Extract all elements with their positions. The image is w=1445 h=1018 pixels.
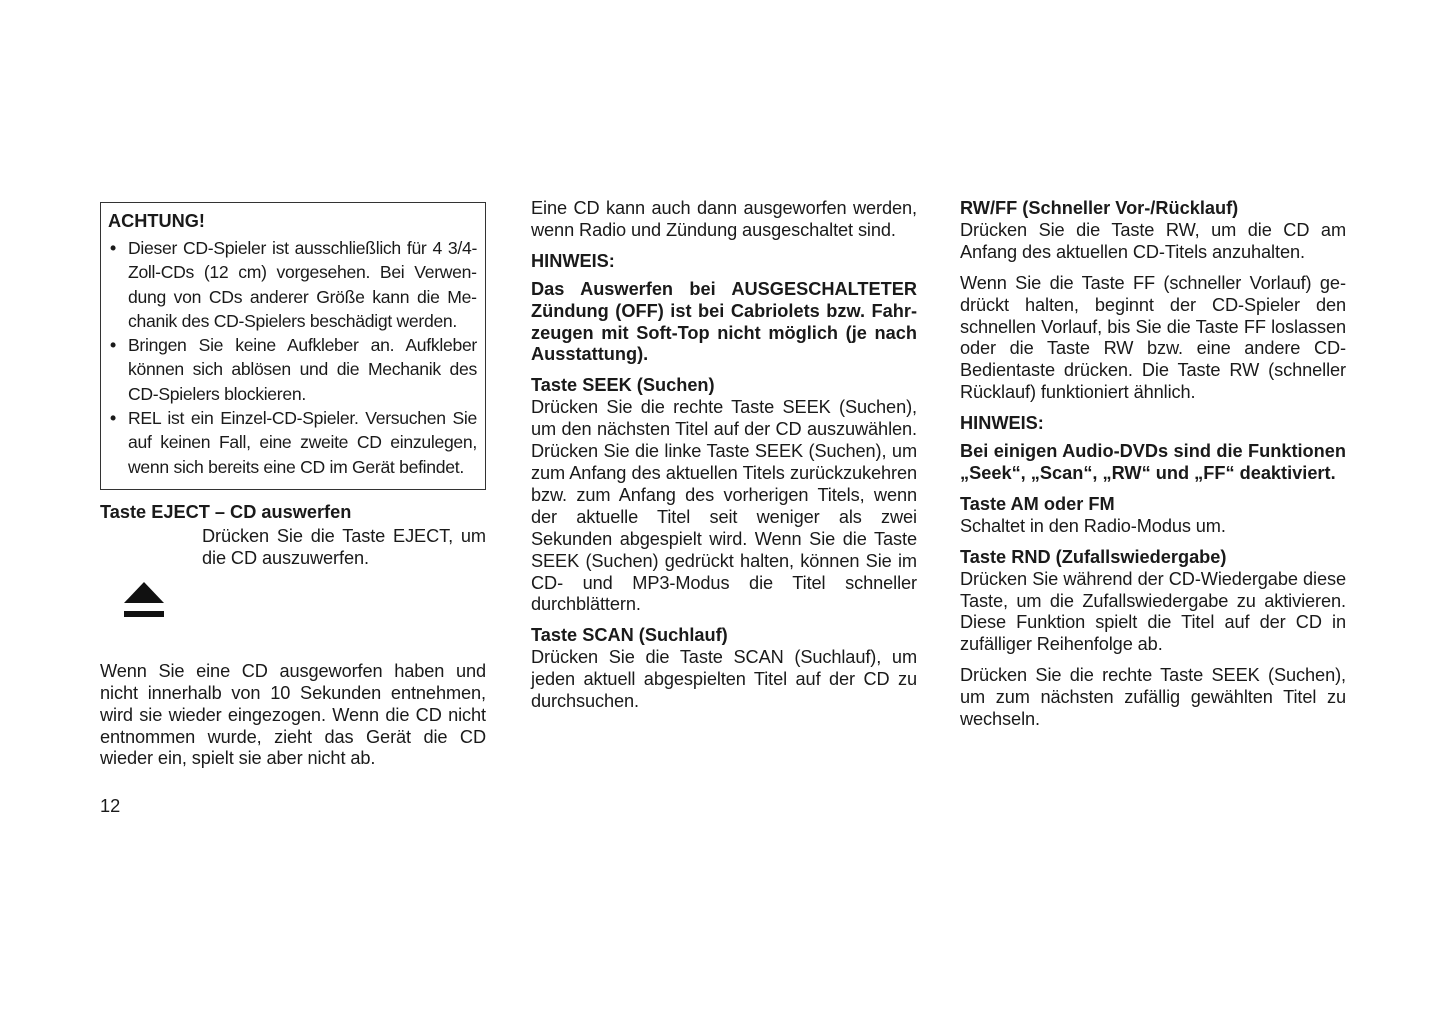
warning-item [108, 406, 477, 479]
amfm-heading: Taste AM oder FM [960, 493, 1115, 514]
column-right [960, 198, 1346, 731]
warning-item-text: Bringen Sie keine Aufkleber an. Aufkleber können sich ablösen und die Mechanik des CD-Spielers blockieren. [128, 335, 477, 404]
bullet-icon: • [110, 335, 116, 356]
eject-after-text: Wenn Sie eine CD ausgeworfen haben und nicht innerhalb von 10 Sekunden entnehmen, wird sie wieder eingezogen. Wenn die CD nicht entnommen wurde, zieht das Gerät die CD wieder ein, spielt sie aber nicht ab. [100, 660, 486, 769]
eject-text: Drücken Sie die Taste EJECT, um die CD auszuwerfen. [202, 525, 486, 568]
intro-text: Eine CD kann auch dann ausgeworfen werden, wenn Radio und Zündung ausgeschaltet sind. [531, 198, 917, 240]
eject-heading: Taste EJECT – CD auswerfen [100, 501, 352, 522]
bullet-icon: • [110, 407, 116, 428]
rnd-heading: Taste RND (Zufallswiedergabe) [960, 546, 1227, 567]
scan-text: Drücken Sie die Taste SCAN (Suchlauf), um jeden aktuell abgespielten Titel auf der CD zu durchsuchen. [531, 647, 917, 712]
amfm-text: Schaltet in den Radio-Modus um. [960, 515, 1226, 536]
bullet-icon: • [110, 237, 116, 258]
warning-list [108, 236, 477, 479]
eject-icon [123, 581, 165, 619]
rnd-text-2: Drücken Sie die rechte Taste SEEK (Suchen), um zum nächsten zufällig gewählten Titel zu wechseln. [960, 665, 1346, 730]
seek-heading: Taste SEEK (Suchen) [531, 375, 715, 396]
rwff-heading: RW/FF (Schneller Vor-/Rücklauf) [960, 198, 1239, 218]
column-left [100, 198, 486, 770]
warning-item-text: Dieser CD-Spieler ist ausschließlich für 4 3/4-Zoll-CDs (12 cm) vorgesehen. Bei Verwendung von CDs anderer Größe kann die Mechanik des CD-Spielers beschädigt werden. [128, 237, 477, 331]
seek-text: Drücken Sie die rechte Taste SEEK (Suchen), um den nächsten Titel auf der CD auszuwählen. Drücken Sie die linke Taste SEEK (Suchen), um zum Anfang des aktuellen Titels zurückzukehren bzw. zum Anfang des vorherigen Titels, wenn der aktuelle Titel seit weniger als zwei Sekunden abgespielt wird. Wenn Sie die Taste SEEK (Suchen) gedrückt halten, können Sie im CD- und MP3-Modus die Titel schneller durchblättern. [531, 397, 917, 615]
warning-title: ACHTUNG! [108, 211, 205, 231]
eject-section [100, 525, 486, 655]
warning-item [108, 333, 477, 406]
note-text: Bei einigen Audio-DVDs sind die Funktionen „Seek“, „Scan“, „RW“ und „FF“ deaktiviert. [960, 441, 1346, 483]
warning-box [100, 202, 486, 490]
warning-item-text: REL ist ein Einzel-CD-Spieler. Versuchen Sie auf keinen Fall, eine zweite CD einzulegen, wenn sich bereits eine CD im Gerät befindet. [128, 407, 477, 477]
warning-item [108, 236, 477, 333]
page-number: 12 [100, 796, 121, 816]
note-label: HINWEIS: [531, 250, 615, 271]
note-label: HINWEIS: [960, 413, 1044, 434]
rwff-text-2: Wenn Sie die Taste FF (schneller Vorlauf) gedrückt halten, beginnt der CD-Spieler den schnellen Vorlauf, bis Sie die Taste FF loslassen oder die Taste RW bzw. eine andere CD-Bedientaste drücken. Die Taste RW (schneller Rücklauf) funktioniert ähnlich. [960, 272, 1346, 403]
note-text: Das Auswerfen bei AUSGESCHALTETER Zündung (OFF) ist bei Cabriolets bzw. Fahrzeugen mit Soft-Top nicht möglich (je nach Ausstattung). [531, 278, 917, 365]
column-middle [531, 198, 917, 713]
rnd-text-1: Drücken Sie während der CD-Wiedergabe diese Taste, um die Zufallswiedergabe zu aktivieren. Diese Funktion spielt die Titel auf der CD in zufälliger Reihenfolge ab. [960, 568, 1346, 655]
rwff-text-1: Drücken Sie die Taste RW, um die CD am Anfang des aktuellen CD-Titels anzuhalten. [960, 219, 1346, 262]
scan-heading: Taste SCAN (Suchlauf) [531, 625, 728, 646]
